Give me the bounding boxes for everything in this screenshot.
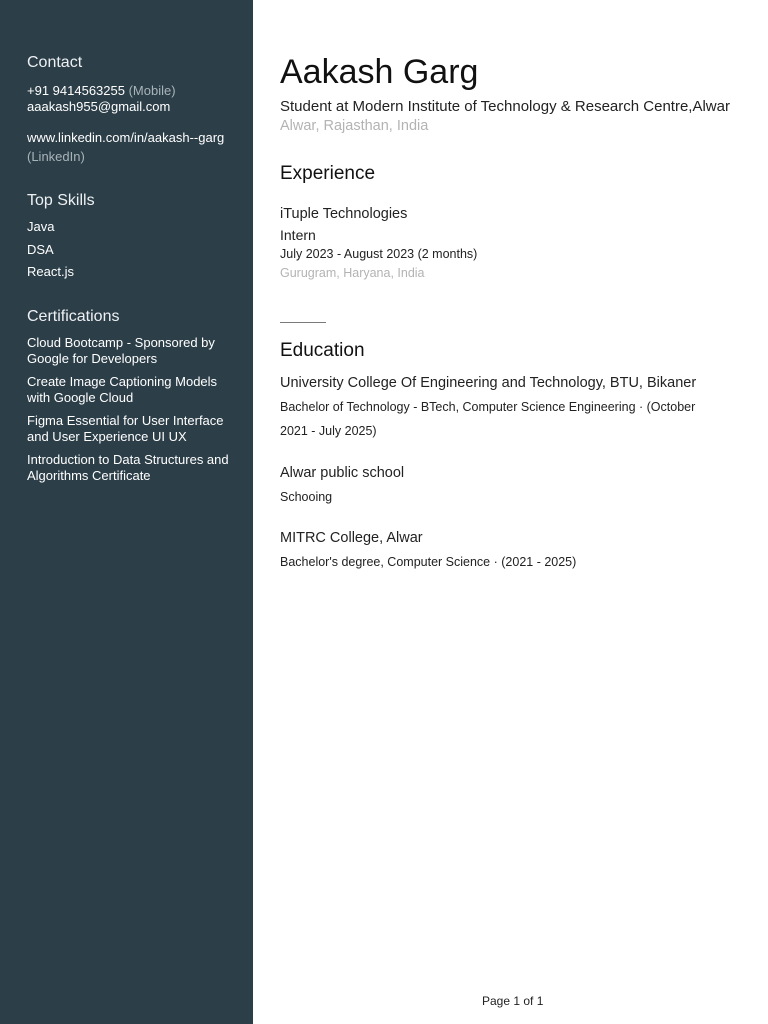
certification-item [27, 452, 229, 484]
certification-item [27, 413, 224, 445]
education-heading: Education [280, 340, 365, 361]
education-degree: Bachelor's degree, Computer Science · (2021 - 2025) [280, 555, 577, 569]
certification-line: Create Image Captioning Models [27, 374, 218, 389]
education-school: Alwar public school [280, 465, 405, 481]
certification-line: Introduction to Data Structures and [27, 452, 229, 467]
location: Alwar, Rajasthan, India [280, 118, 429, 134]
sidebar [0, 0, 253, 1024]
contact-linkedin-label: (LinkedIn) [27, 149, 85, 164]
certification-item [27, 374, 217, 406]
certification-line: and User Experience UI UX [27, 429, 187, 444]
main-content [280, 0, 750, 1024]
certification-line: Google for Developers [27, 351, 158, 366]
top-skills-heading: Top Skills [27, 192, 95, 209]
education-school: University College Of Engineering and Technology, BTU, Bikaner [280, 375, 697, 391]
page-number: Page 1 of 1 [482, 994, 544, 1008]
certification-line: Figma Essential for User Interface [27, 413, 224, 428]
certification-line: Cloud Bootcamp - Sponsored by [27, 335, 215, 350]
certification-line: Algorithms Certificate [27, 468, 151, 483]
experience-title: Intern [280, 227, 316, 243]
contact-phone-type: (Mobile) [128, 83, 176, 98]
certifications-heading: Certifications [27, 308, 120, 325]
skill-item: DSA [27, 242, 54, 257]
skill-item: React.js [27, 264, 74, 279]
headline: Student at Modern Institute of Technology & Research Centre,Alwar [280, 98, 730, 115]
contact-phone[interactable]: +91 9414563255 [27, 83, 125, 98]
experience-company: iTuple Technologies [280, 206, 408, 222]
contact-heading: Contact [27, 54, 83, 71]
experience-heading: Experience [280, 163, 376, 184]
page-title: Aakash Garg [280, 53, 479, 91]
education-degree: Bachelor of Technology - BTech, Computer Science Engineering · (October [280, 400, 696, 414]
education-degree-cont: 2021 - July 2025) [280, 424, 377, 438]
section-divider [280, 322, 326, 323]
skill-item: Java [27, 219, 55, 234]
education-degree: Schooing [280, 490, 333, 504]
contact-linkedin-url[interactable]: www.linkedin.com/in/aakash--garg [27, 130, 225, 145]
experience-location: Gurugram, Haryana, India [280, 266, 425, 280]
contact-email[interactable]: aaakash955@gmail.com [27, 99, 171, 114]
education-school: MITRC College, Alwar [280, 530, 423, 546]
certification-line: with Google Cloud [27, 390, 134, 405]
contact-phone-line [27, 83, 176, 99]
experience-dates: July 2023 - August 2023 (2 months) [280, 247, 478, 261]
certification-item [27, 335, 215, 367]
